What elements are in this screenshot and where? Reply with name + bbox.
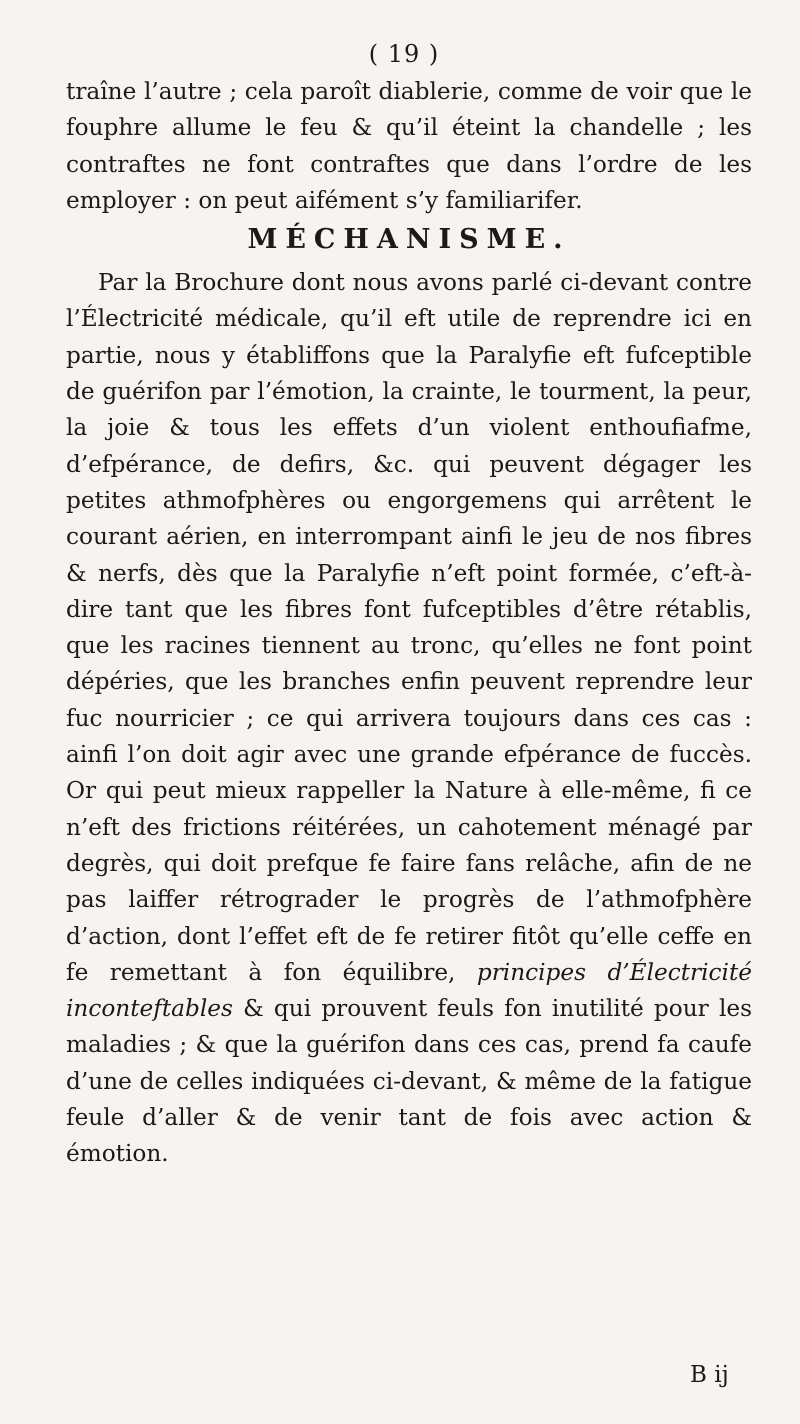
italic-phrase: principes d’Électricité inconteftables — [66, 958, 752, 1023]
signature-mark: B ij — [690, 1362, 729, 1388]
body-paragraph — [66, 265, 752, 1172]
section-heading: MÉCHANISME. — [247, 224, 571, 256]
page-number: ( 19 ) — [368, 40, 440, 68]
paragraph-text-part-1: Par la Brochure dont nous avons parlé ci-devant contre l’Électricité médicale, qu’il eft utile de reprendre ici en partie, nous y établiffons que la Paralyfie eft fufceptible de guérifon par l’émotion, la crainte, le tourment, la peur, la joie & tous les effets d’un violent enthoufiafme, d’efpérance, de defirs, &c. qui peuvent dégager les petites athmofphères ou engorgemens qui arrêtent le courant aérien, en interrompant ainfi le jeu de nos fibres & nerfs, dès que la Paralyfie n’eft point formée, c’eft-à-dire tant que les fibres font fufceptibles d’être rétablis, que les racines tiennent au tronc, qu’elles ne font point dépéries, que les branches enfin peuvent reprendre leur fuc nourricier ; ce qui arrivera toujours dans ces cas : ainfi l’on doit agir avec une grande efpérance de fuccès. Or qui peut mieux rappeller la Nature à elle-même, fi ce n’eft des frictions réitérées, un cahotement ménagé par degrès, qui doit prefque fe faire fans relâche, afin de ne pas laiffer rétrograder le progrès de l’athmofphère d’action, dont l’effet eft de fe retirer fitôt qu’elle ceffe en fe remettant à fon équilibre, — [66, 269, 752, 986]
paragraph-text-part-2: & qui prouvent feuls fon inutilité pour les maladies ; & que la guérifon dans ces cas, prend fa caufe d’une de celles indiquées ci-devant, & même de la fatigue feule d’aller & de venir tant de fois avec action & émotion. — [66, 995, 752, 1168]
continuation-paragraph: traîne l’autre ; cela paroît diablerie, comme de voir que le fouphre allume le feu & qu’il éteint la chandelle ; les contraftes ne font contraftes que dans l’ordre de les employer : on peut aifément s’y familiarifer. — [66, 78, 752, 214]
page-text — [66, 74, 752, 1173]
